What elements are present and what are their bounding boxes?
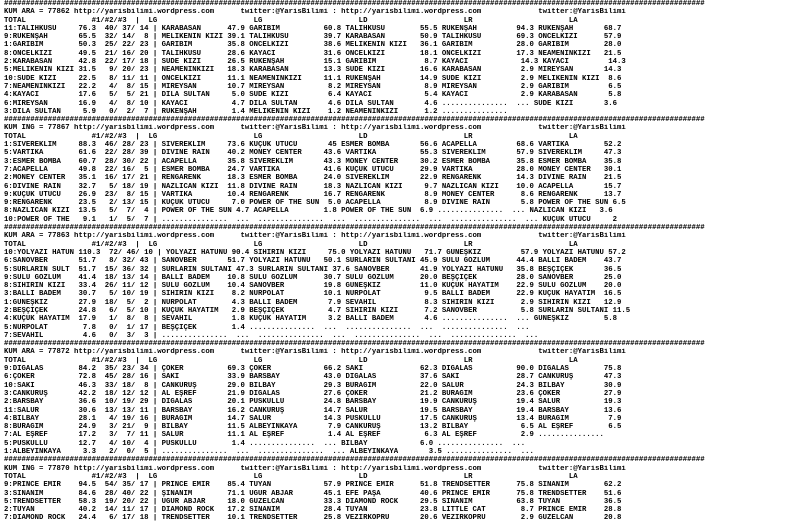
text-line: 2:TUYAN 40.2 14/ 11/ 17 | DİAMOND ROCK 17.2 SİNANIM 28.4 TUYAN 23.8 LITTLE CAT 8.7 PRINCE EMIR 28.8 <box>4 506 622 515</box>
text-line: 1:GARIBIM 50.3 25/ 22/ 23 | GARIBIM 35.8 ÖNCELKIZI 38.6 MELİKENİN KIZI 36.1 GARIBIM 28.0 GARIBIM 28.0 <box>4 41 622 50</box>
text-line: 2:KARABASAN 42.8 22/ 17/ 18 | SUDE KIZI 26.5 RÜKENŞAH 15.1 GARIBIM 8.7 KAYACI 14.3 KAYACI 14.3 <box>4 58 626 67</box>
text-line: 5:TRENDSETTER 58.3 19/ 20/ 22 | UĞUR ABJAR 18.0 GÜZELCAN 33.3 DİAMOND ROCK 29.5 SİNANIM 63.8 TUYAN 36.5 <box>4 497 622 506</box>
text-line: 5:VARTİKA 61.6 22/ 28/ 39 | DIVINE RAIN 40.2 MONEY CENTER 43.6 VARTİKA 55.3 SİVEREKLİM 57.9 SİVEREKLİM 47.3 <box>4 149 622 158</box>
text-line: 6:ÇOKER 72.8 45/ 28/ 16 | SAKİ 33.9 BARSBAY 43.0 DIGALAS 37.6 SAKİ 28.7 CANKURUŞ 47.3 <box>4 373 622 382</box>
text-line: 4:KÜÇÜK HAYATIM 17.9 1/ 8/ 8 | SEVAHİL 1.8 KÜÇÜK HAYATIM 3.2 BALLI BADEM 4.6 ............... ... GÜNEŞKIZ 5.8 <box>4 315 618 324</box>
text-line: 2:BEŞÇİÇEK 24.8 6/ 5/ 10 | KÜÇÜK HAYATIM 2.9 BEŞÇİÇEK 4.7 SİHİRİN KIZI 7.2 SANOVBER 5.8 SURLARIN SULTANI 11.5 <box>4 306 631 315</box>
text-line: TOTAL #1/#2/#3 | LG LG LD LR LA <box>4 16 578 25</box>
text-line: 8:BURAĞIM 24.9 3/ 21/ 9 | BILBAY 11.5 ALBEYİNKAYA 7.9 CANKURUŞ 13.2 BILBAY 6.5 AL EŞREF 6.5 <box>4 423 622 432</box>
text-line: 5:NURPOLAT 7.8 0/ 1/ 17 | BEŞÇİÇEK 1.4 ............... ... ............... ... ............... ... <box>4 323 530 332</box>
text-line: 4:BILBAY 28.1 4/ 19/ 16 | BURAĞIM 14.7 SALUR 14.3 PÜSKÜLLÜ 17.5 CANKURUŞ 13.4 BURAĞIM 7.9 <box>4 414 622 423</box>
text-line: 8:ÖNCELKIZI 49.5 21/ 16/ 20 | TALIHKUSU 28.6 KAYACI 31.6 ÖNCELKIZI 18.1 ÖNCELKIZI 17.3 NEAMENİNKIZI 21.5 <box>4 49 622 58</box>
text-line: KUM ING = 77867 http://yarisbilimi.wordpress.com twitter:@YarisBilimi : http://yarisbilimi.wordpress.com twitter:@YarisBilimi <box>4 124 626 133</box>
text-line: 9:PRINCE EMIR 94.5 54/ 35/ 17 | PRINCE EMIR 85.4 TUYAN 57.9 PRINCE EMIR 51.8 TRENDSETTER 75.8 SİNANIM 62.2 <box>4 481 622 490</box>
text-line: 6:MİREYSAN 16.9 4/ 8/ 10 | KAYACI 4.7 DİLA SULTAN 4.6 DİLA SULTAN 4.6 ............... ... SUDE KIZI 3.6 <box>4 99 618 108</box>
text-line: 10:SUDE KIZI 22.5 8/ 11/ 11 | ÖNCELKIZI 11.1 NEAMENİNKIZI 11.1 RÜKENŞAH 14.9 SUDE KIZI 2.9 MELİKENİN KIZI 8.6 <box>4 74 622 83</box>
text-line: ################################################################################################################################################################ <box>4 456 705 465</box>
text-line: 7:SEVAHİL 4.6 0/ 3/ 3 | ............... ... ............... ... ............... ... ............... ... <box>4 331 539 340</box>
text-line: 7:AL EŞREF 17.2 3/ 7/ 11 | SALUR 11.1 AL EŞREF 1.4 AL EŞREF 6.3 AL EŞREF 2.9 ............... <box>4 431 604 440</box>
text-line: 3:BALLI BADEM 30.7 5/ 10/ 19 | SİHİRİN KIZI 8.2 NURPOLAT 10.1 NURPOLAT 9.5 BALLI BADEM 22.9 KÜÇÜK HAYATIM 16.5 <box>4 290 622 299</box>
text-line: 10:SAKİ 46.3 33/ 18/ 8 | CANKURUŞ 29.0 BILBAY 29.3 BURAĞIM 22.0 SALUR 24.3 BILBAY 30.9 <box>4 381 622 390</box>
text-line: 11:SALUR 30.6 13/ 13/ 11 | BARSBAY 16.2 CANKURUŞ 14.7 SALUR 19.5 BARSBAY 19.4 BARSBAY 13.6 <box>4 406 622 415</box>
text-line: 5:PÜSKÜLLÜ 12.7 4/ 10/ 4 | PÜSKÜLLÜ 1.4 ............... ... BILBAY 6.0 ............... ... <box>4 439 526 448</box>
text-line: 3:SİNANIM 84.6 28/ 40/ 22 | ŞİNANIM 71.1 UĞUR ABJAR 45.1 EFE PAŞA 40.6 PRINCE EMIR 75.8 TRENDSETTER 51.6 <box>4 489 622 498</box>
text-line: KUM ARA = 77863 http://yarisbilimi.wordpress.com twitter:@YarisBilimi : http://yarisbilimi.wordpress.com twitter:@YarisBilimi <box>4 232 626 241</box>
text-line: ################################################################################################################################################################ <box>4 116 705 125</box>
text-line: 9:SULU GÖZLÜM 41.4 18/ 13/ 14 | BALLI BADEM 10.8 SULU GÖZLÜM 30.7 SULU GÖZLÜM 20.0 BEŞÇİÇEK 28.0 SANOVBER 25.0 <box>4 273 622 282</box>
text-line: KUM ARA = 77862 http://yarisbilimi.wordpress.com twitter:@YarisBilimi : http://yarisbilimi.wordpress.com twitter:@YarisBilimi <box>4 8 626 17</box>
text-line: TOTAL #1/#2/#3 | LG LG LD LR LA <box>4 356 578 365</box>
text-line: 7:ACAPELLA 49.8 22/ 16/ 5 | ESMER BOMBA 24.7 VARTİKA 41.6 KÜÇÜK ÜTÜCÜ 29.9 VARTİKA 28.0 MONEY CENTER 30.1 <box>4 165 622 174</box>
text-line: TOTAL #1/#2/#3 | LG LG LD LR LA <box>4 240 578 249</box>
text-line: 5:MELİKENİN KIZI 31.5 9/ 20/ 23 | NEAMENİNKIZI 18.3 KARABASAN 13.3 SUDE KIZI 16.6 KARABASAN 2.9 MİREYSAN 14.3 <box>4 66 622 75</box>
text-line: 1:ALBEYİNKAYA 3.3 2/ 0/ 5 | ............... ... ............... ... ALBEYİNKAYA 3.5 ............... ... <box>4 448 534 457</box>
text-line: 9:RENGARENK 23.5 2/ 13/ 15 | KÜÇÜK ÜTÜCÜ 7.0 POWER OF THE SUN 5.0 ACAPELLA 8.9 DIVINE RAIN 5.8 POWER OF THE SUN 6.5 <box>4 199 626 208</box>
text-line: 3:ESMER BOMBA 60.7 28/ 30/ 22 | ACAPELLA 35.8 SİVEREKLİM 43.3 MONEY CENTER 30.2 ESMER BOMBA 35.8 ESMER BOMBA 35.8 <box>4 157 622 166</box>
text-line: TOTAL #1/#2/#3 | LG LG LD LR LA <box>4 472 578 481</box>
text-line: 8:SİHİRİN KIZI 33.4 26/ 11/ 12 | SULU GÖZLÜM 10.4 SANOVBER 19.8 GÜNEŞKIZ 11.0 KÜÇÜK HAYATIM 22.9 SULU GÖZLÜM 20.0 <box>4 282 622 291</box>
text-line: 3:CANKURUŞ 42.2 18/ 12/ 12 | AL EŞREF 21.9 DIGALAS 27.6 ÇOKER 21.2 BURAĞIM 23.6 ÇOKER 27.9 <box>4 389 622 398</box>
text-line: 9:KÜÇÜK ÜTÜCÜ 26.9 23/ 8/ 15 | VARTİKA 10.4 RENGARENK 16.7 RENGARENK 8.9 MONEY CENTER 8.6 RENGARENK 13.7 <box>4 190 622 199</box>
text-line: 10:POWER OF THE 9.1 1/ 5/ 7 | ............... ... ............... ... ............... ... ............... ... KÜÇÜK ÜTÜCÜ 2 <box>4 215 618 224</box>
text-line: 8:NAZLICAN KIZI 13.5 5/ 7/ 4 | POWER OF THE SUN 4.7 ACAPELLA 1.8 POWER OF THE SUN 6.9 ............... ... NAZLICAN KIZI 3.6 <box>4 207 613 216</box>
text-line: 9:DIGALAS 84.2 35/ 23/ 34 | ÇOKER 69.3 ÇOKER 66.2 SAKİ 62.3 DIGALAS 90.0 DIGALAS 75.8 <box>4 365 622 374</box>
text-line: 10:YOLYAZI HATUN 110.3 72/ 46/ 10 | YOLYAZI HATUNU 90.4 SİHİRİN KIZI 75.0 YOLYAZI HATUNU 71.7 GÜNEŞKIZ 57.9 YOLYAZI HATUNU 57.2 <box>4 248 626 257</box>
text-line: KUM ARA = 77872 http://yarisbilimi.wordpress.com twitter:@YarisBilimi : http://yarisbilimi.wordpress.com twitter:@YarisBilimi <box>4 348 626 357</box>
text-line: 7:NEAMENİNKIZI 22.2 4/ 8/ 15 | MİREYSAN 10.7 MİREYSAN 8.2 MİREYSAN 8.9 MİREYSAN 2.9 GARIBIM 6.5 <box>4 82 622 91</box>
text-line: 11:TALIHKUSU 76.3 40/ 37/ 14 | KARABASAN 47.9 GARIBIM 60.8 TALIHKUSU 55.5 RÜKENŞAH 94.3 RÜKENŞAH 68.7 <box>4 24 622 33</box>
text-line: 2:BARSBAY 36.6 10/ 19/ 29 | DIGALAS 20.1 PÜSKÜLLÜ 24.8 BARSBAY 19.9 CANKURUŞ 19.4 SALUR 19.3 <box>4 398 622 407</box>
text-line: 1:GÜNEŞKIZ 27.9 18/ 5/ 2 | NURPOLAT 4.3 BALLI BADEM 7.9 SEVAHİL 8.3 SİHİRİN KIZI 2.9 SİHİRİN KIZI 12.9 <box>4 298 622 307</box>
text-line: 9:RÜKENŞAH 65.5 32/ 14/ 8 | MELİKENİN KIZI 39.1 TALIHKUSU 39.7 KARABASAN 50.9 TALIHKUSU 69.3 ÖNCELKIZI 57.9 <box>4 33 622 42</box>
text-line: 1:SİVEREKLİM 88.3 46/ 28/ 23 | SİVEREKLİM 73.6 KÜÇÜK ÜTÜCÜ 45 ESMER BOMBA 56.6 ACAPELLA 68.6 VARTİKA 52.2 <box>4 141 622 150</box>
text-line: 6:SANOVBER 51.7 8/ 32/ 43 | SANOVBER 51.7 YOLYAZI HATUNU 50.1 SURLARIN SULTANI 45.9 SULU GÖZLÜM 44.4 BALLI BADEM 43.7 <box>4 257 622 266</box>
text-line: 2:MONEY CENTER 35.1 16/ 17/ 21 | RENGARENK 18.3 ESMER BOMBA 24.0 SİVEREKLİM 22.9 RENGARENK 14.3 DIVINE RAIN 21.5 <box>4 174 622 183</box>
text-line: ################################################################################################################################################################ <box>4 340 705 349</box>
text-line: 4:KAYACI 17.6 5/ 5/ 21 | DİLA SULTAN 5.0 SUDE KIZI 6.4 KAYACI 5.4 KAYACI 2.9 KARABASAN 5.8 <box>4 91 622 100</box>
text-line: ################################################################################################################################################################ <box>4 224 705 233</box>
text-line: KUM ING = 77870 http://yarisbilimi.wordpress.com twitter:@YarisBilimi : http://yarisbilimi.wordpress.com twitter:@YarisBilimi <box>4 464 626 473</box>
text-line: TOTAL #1/#2/#3 | LG LG LD LR LA <box>4 132 578 141</box>
text-line: 3:DİLA SULTAN 5.9 0/ 2/ 7 | RÜKENŞAH 1.4 MELİKENİN KIZI 1.2 NEAMENİNKIZI 1.2 ............... <box>4 107 508 116</box>
text-line: 6:DIVINE RAIN 32.7 5/ 18/ 19 | NAZLICAN KIZI 11.8 DIVINE RAIN 18.3 NAZLICAN KIZI 9.7 NAZLICAN KIZI 10.0 ACAPELLA 15.7 <box>4 182 622 191</box>
text-line: 5:SURLARIN SULT 51.7 15/ 36/ 32 | SURLARIN SULTANI 47.3 SURLARIN SULTANI 37.6 SANOVBER 41.9 YOLYAZI HATUNU 35.8 BEŞÇİÇEK 36.5 <box>4 265 622 274</box>
text-line: ################################################################################################################################################################ <box>4 0 705 8</box>
text-line: 7:DİAMOND ROCK 24.4 6/ 17/ 18 | TRENDSETTER 10.1 TRENDSETTER 25.8 VEZİRKÖPRÜ 20.6 VEZİRKÖPRÜ 2.9 GÜZELCAN 20.8 <box>4 514 622 523</box>
